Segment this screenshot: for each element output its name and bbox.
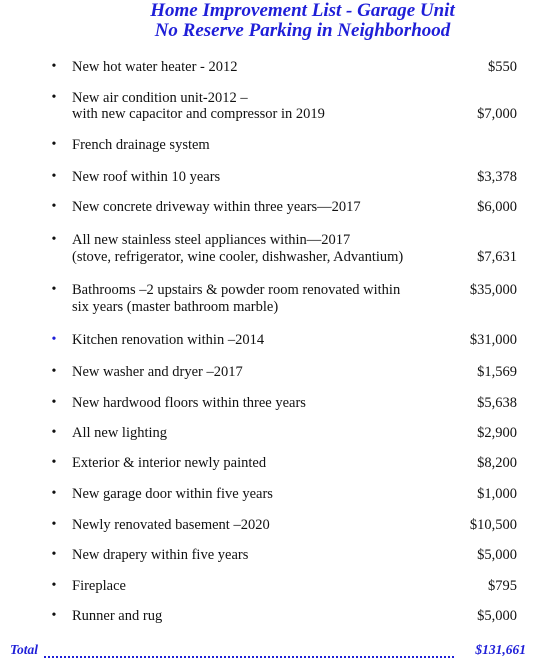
bullet-icon: • <box>51 137 57 152</box>
list-item-concrete-driveway <box>0 199 548 215</box>
item-price: $6,000 <box>477 199 517 215</box>
list-item-french-drainage <box>0 137 548 153</box>
item-price: $3,378 <box>477 169 517 185</box>
bullet-icon: • <box>51 395 57 410</box>
total-row <box>10 641 526 659</box>
item-price: $8,200 <box>477 455 517 471</box>
bullet-icon: • <box>51 517 57 532</box>
bullet-icon: • <box>51 232 57 247</box>
list-item-lighting <box>0 425 548 441</box>
total-amount: $131,661 <box>475 642 526 657</box>
item-price: $5,000 <box>477 547 517 563</box>
bullet-icon: • <box>51 364 57 379</box>
bullet-icon: • <box>51 282 57 297</box>
list-item-new-roof <box>0 169 548 185</box>
bullet-icon: • <box>51 455 57 470</box>
item-description: New garage door within five years <box>72 486 273 502</box>
item-description: New air condition unit-2012 – <box>72 90 248 106</box>
bullet-icon: • <box>51 199 57 214</box>
list-item-hardwood-floors <box>0 395 548 411</box>
item-description: French drainage system <box>72 137 210 153</box>
item-description: New roof within 10 years <box>72 169 221 185</box>
item-price: $35,000 <box>469 282 517 298</box>
item-description: Exterior & interior newly painted <box>72 455 267 471</box>
bullet-icon: • <box>51 608 57 623</box>
bullet-icon: • <box>51 425 57 440</box>
list-item-washer-dryer <box>0 364 548 380</box>
list-item-appliances <box>0 232 548 264</box>
dotted-leader <box>44 648 454 658</box>
bullet-icon: • <box>51 59 57 74</box>
bullet-icon: • <box>51 90 57 105</box>
item-price: $5,000 <box>477 608 517 624</box>
document-title: Home Improvement List - Garage Unit <box>150 0 455 21</box>
list-item-garage-door <box>0 486 548 502</box>
item-description: New hot water heater - 2012 <box>72 59 238 75</box>
item-price: $7,631 <box>477 249 517 265</box>
item-description: New hardwood floors within three years <box>72 395 306 411</box>
list-item-basement <box>0 517 548 533</box>
list-item-runner-rug <box>0 608 548 624</box>
bullet-icon: • <box>51 169 57 184</box>
list-item-air-condition <box>0 90 548 122</box>
list-item-drapery <box>0 547 548 563</box>
item-description: Kitchen renovation within –2014 <box>72 332 265 348</box>
item-price: $2,900 <box>477 425 517 441</box>
item-price: $1,569 <box>477 364 517 380</box>
list-item-painting <box>0 455 548 471</box>
item-description: New concrete driveway within three years—2017 <box>72 199 361 215</box>
item-description: All new stainless steel appliances within—2017 <box>72 232 351 248</box>
item-description-continued: with new capacitor and compressor in 2019 <box>72 106 325 122</box>
item-description-continued: six years (master bathroom marble) <box>72 299 279 315</box>
item-description: New drapery within five years <box>72 547 249 563</box>
item-price: $31,000 <box>469 332 517 348</box>
item-description: New washer and dryer –2017 <box>72 364 243 380</box>
item-price: $7,000 <box>477 106 517 122</box>
document-subtitle: No Reserve Parking in Neighborhood <box>154 20 451 41</box>
bullet-icon: • <box>51 332 57 347</box>
bullet-icon: • <box>51 578 57 593</box>
bullet-icon: • <box>51 547 57 562</box>
item-description: Fireplace <box>72 578 126 594</box>
item-description-continued: (stove, refrigerator, wine cooler, dishwasher, Advantium) <box>72 249 404 265</box>
item-description: All new lighting <box>72 425 168 441</box>
bullet-icon: • <box>51 486 57 501</box>
item-price: $795 <box>488 578 517 594</box>
item-description: Bathrooms –2 upstairs & powder room renovated within <box>72 282 401 298</box>
list-item-bathrooms <box>0 282 548 314</box>
item-description: Runner and rug <box>72 608 163 624</box>
list-item-kitchen-renovation <box>0 332 548 348</box>
item-price: $1,000 <box>477 486 517 502</box>
item-description: Newly renovated basement –2020 <box>72 517 270 533</box>
list-item-fireplace <box>0 578 548 594</box>
item-price: $550 <box>488 59 517 75</box>
item-price: $10,500 <box>469 517 517 533</box>
list-item-hot-water-heater <box>0 59 548 75</box>
total-label: Total <box>10 642 39 657</box>
item-price: $5,638 <box>477 395 517 411</box>
